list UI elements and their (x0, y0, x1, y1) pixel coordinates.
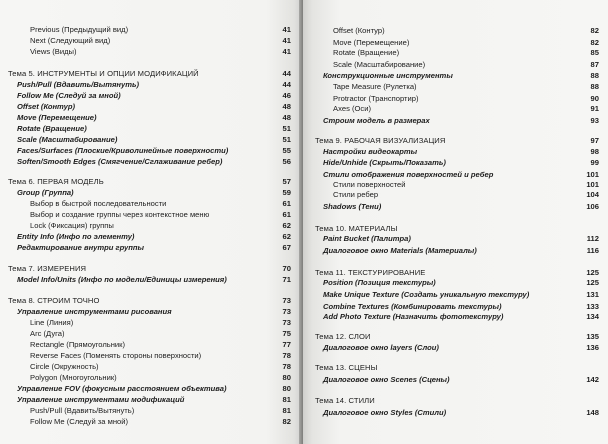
toc-sub-entry (333, 94, 599, 104)
toc-page-number: 91 (590, 104, 599, 113)
toc-main-entry (17, 102, 291, 112)
toc-page-number: 80 (282, 384, 291, 393)
toc-sub-entry (30, 373, 291, 383)
toc-page-number: 61 (282, 199, 291, 208)
toc-entry-title: Reverse Faces (Поменять стороны поверхности) (30, 351, 202, 360)
toc-main-entry (17, 146, 291, 156)
toc-page-number: 44 (282, 80, 291, 89)
toc-page-number: 51 (282, 135, 291, 144)
toc-sub-entry (333, 82, 599, 92)
toc-main-entry (323, 408, 599, 418)
toc-entry-title: Тема 13. СЦЕНЫ (315, 363, 378, 372)
toc-sub-entry (333, 26, 599, 36)
toc-main-entry (17, 384, 291, 394)
toc-entry-title: Управление инструментами рисования (17, 307, 172, 316)
toc-page-number: 78 (282, 351, 291, 360)
toc-sub-entry (30, 47, 291, 57)
toc-entry-title: Move (Перемещение) (17, 113, 97, 122)
toc-topic-entry (8, 177, 291, 187)
toc-entry-title: Next (Следующий вид) (30, 36, 111, 45)
toc-entry-title: Add Photo Texture (Назначить фототекстуру) (323, 312, 504, 321)
toc-page-number: 90 (590, 94, 599, 103)
toc-page-number: 67 (282, 243, 291, 252)
toc-page-number: 78 (282, 362, 291, 371)
toc-main-entry (323, 71, 599, 81)
toc-page-number: 85 (590, 48, 599, 57)
toc-entry-title: Rectangle (Прямоугольник) (30, 340, 126, 349)
toc-sub-entry (30, 36, 291, 46)
toc-main-entry (17, 124, 291, 134)
toc-main-entry (17, 307, 291, 317)
toc-entry-title: Circle (Окружность) (30, 362, 99, 371)
toc-entry-title: Стили отображения поверхностей и ребер (323, 170, 494, 179)
toc-page-number: 135 (586, 332, 599, 341)
toc-entry-title: Тема 8. СТРОИМ ТОЧНО (8, 296, 100, 305)
toc-main-entry (17, 91, 291, 101)
toc-entry-title: Line (Линия) (30, 318, 74, 327)
toc-sub-entry (30, 25, 291, 35)
toc-sub-entry (333, 104, 599, 114)
toc-entry-title: Shadows (Тени) (323, 202, 382, 211)
toc-sub-entry (30, 406, 291, 416)
toc-page-number: 148 (586, 408, 599, 417)
toc-page-number: 97 (590, 136, 599, 145)
toc-page-number: 59 (282, 188, 291, 197)
toc-main-entry (17, 135, 291, 145)
toc-entry-title: Стили поверхностей (333, 180, 406, 189)
toc-page-number: 116 (586, 246, 599, 255)
toc-page-number: 106 (586, 202, 599, 211)
toc-entry-title: Выбор и создание группы через контекстное меню (30, 210, 210, 219)
toc-page-number: 131 (586, 290, 599, 299)
toc-entry-title: Previous (Предыдущий вид) (30, 25, 129, 34)
toc-page-number: 80 (282, 373, 291, 382)
toc-entry-title: Scale (Масштабирование) (333, 60, 426, 69)
toc-page-number: 62 (282, 221, 291, 230)
toc-main-entry (17, 243, 291, 253)
toc-main-entry (323, 290, 599, 300)
toc-sub-entry (30, 417, 291, 427)
toc-entry-title: Model Info/Units (Инфо по модели/Единицы измерения) (17, 275, 227, 284)
toc-main-entry (323, 170, 599, 180)
toc-entry-title: Scale (Масштабирование) (17, 135, 118, 144)
toc-page-number: 99 (590, 158, 599, 167)
toc-page-number: 71 (282, 275, 291, 284)
toc-entry-title: Faces/Surfaces (Плоские/Криволинейные поверхности) (17, 146, 229, 155)
toc-entry-title: Soften/Smooth Edges (Смягчение/Сглаживание ребер) (17, 157, 223, 166)
toc-page-number: 88 (590, 71, 599, 80)
toc-entry-title: Follow Me (Следуй за мной) (30, 417, 129, 426)
toc-page-number: 136 (586, 343, 599, 352)
toc-main-entry (323, 147, 599, 157)
toc-entry-title: Управление инструментами модификаций (17, 395, 185, 404)
toc-sub-entry (30, 329, 291, 339)
toc-entry-title: Group (Группа) (17, 188, 74, 197)
toc-sub-entry (30, 199, 291, 209)
toc-entry-title: Paint Bucket (Палитра) (323, 234, 411, 243)
toc-page-number: 82 (282, 417, 291, 426)
toc-page-number: 48 (282, 113, 291, 122)
toc-main-entry (323, 312, 599, 322)
toc-page-number: 57 (282, 177, 291, 186)
toc-main-entry (323, 278, 599, 288)
toc-page-number: 82 (590, 26, 599, 35)
toc-entry-title: Тема 11. ТЕКСТУРИРОВАНИЕ (315, 268, 426, 277)
toc-topic-entry (8, 69, 291, 79)
toc-page-number: 70 (282, 264, 291, 273)
toc-entry-title: Тема 14. СТИЛИ (315, 396, 375, 405)
toc-page-number: 125 (586, 278, 599, 287)
toc-page-number: 125 (586, 268, 599, 277)
toc-page-number: 134 (586, 312, 599, 321)
toc-page-number: 133 (586, 302, 599, 311)
toc-entry-title: Тема 6. ПЕРВАЯ МОДЕЛЬ (8, 177, 104, 186)
toc-entry-title: Protractor (Транспортир) (333, 94, 419, 103)
toc-page-number: 61 (282, 210, 291, 219)
right-page (303, 0, 608, 444)
toc-sub-entry (30, 340, 291, 350)
toc-entry-title: Offset (Контур) (333, 26, 385, 35)
toc-entry-title: Views (Виды) (30, 47, 77, 56)
toc-page-number: 88 (590, 82, 599, 91)
toc-sub-entry (30, 362, 291, 372)
left-page (0, 0, 303, 444)
toc-entry-title: Combine Textures (Комбинировать текстуры) (323, 302, 502, 311)
toc-entry-title: Arc (Дуга) (30, 329, 65, 338)
toc-sub-entry (333, 38, 599, 48)
toc-page-number: 55 (282, 146, 291, 155)
toc-main-entry (17, 395, 291, 405)
toc-topic-entry (8, 264, 291, 274)
toc-topic-entry (315, 363, 599, 373)
toc-page-number: 81 (282, 395, 291, 404)
toc-main-entry (17, 232, 291, 242)
toc-main-entry (323, 158, 599, 168)
toc-entry-title: Конструкционные инструменты (323, 71, 453, 80)
toc-page-number: 77 (282, 340, 291, 349)
toc-main-entry (17, 80, 291, 90)
toc-entry-title: Строим модель в размерах (323, 116, 430, 125)
toc-entry-title: Tape Measure (Рулетка) (333, 82, 417, 91)
toc-main-entry (323, 343, 599, 353)
toc-main-entry (323, 234, 599, 244)
toc-entry-title: Настройки видеокарты (323, 147, 418, 156)
toc-main-entry (17, 113, 291, 123)
toc-topic-entry (8, 296, 291, 306)
toc-sub-entry (333, 60, 599, 70)
toc-topic-entry (315, 396, 599, 406)
toc-topic-entry (315, 332, 599, 342)
toc-page-number: 62 (282, 232, 291, 241)
toc-entry-title: Position (Позиция текстуры) (323, 278, 436, 287)
toc-entry-title: Rotate (Вращение) (333, 48, 400, 57)
toc-entry-title: Follow Me (Следуй за мной) (17, 91, 121, 100)
toc-page-number: 51 (282, 124, 291, 133)
toc-entry-title: Тема 12. СЛОИ (315, 332, 371, 341)
toc-page-number: 82 (590, 38, 599, 47)
toc-page-number: 56 (282, 157, 291, 166)
toc-sub-entry (333, 180, 599, 190)
toc-main-entry (17, 188, 291, 198)
toc-page-number: 104 (586, 190, 599, 199)
toc-entry-title: Тема 7. ИЗМЕРЕНИЯ (8, 264, 87, 273)
toc-entry-title: Диалоговое окно Scenes (Сцены) (323, 375, 450, 384)
toc-topic-entry (315, 136, 599, 146)
toc-page-number: 73 (282, 318, 291, 327)
toc-page-number: 73 (282, 296, 291, 305)
toc-main-entry (17, 157, 291, 167)
toc-entry-title: Редактирование внутри группы (17, 243, 144, 252)
toc-page-number: 101 (586, 180, 599, 189)
toc-entry-title: Управление FOV (фокусным расстоянием объектива) (17, 384, 227, 393)
toc-entry-title: Entity Info (Инфо по элементу) (17, 232, 135, 241)
toc-main-entry (323, 202, 599, 212)
toc-entry-title: Lock (Фиксация) группы (30, 221, 114, 230)
toc-entry-title: Стили ребер (333, 190, 379, 199)
toc-topic-entry (315, 268, 599, 278)
toc-page-number: 44 (282, 69, 291, 78)
toc-entry-title: Тема 9. РАБОЧАЯ ВИЗУАЛИЗАЦИЯ (315, 136, 446, 145)
toc-main-entry (323, 116, 599, 126)
toc-entry-title: Polygon (Многоугольник) (30, 373, 117, 382)
toc-entry-title: Диалоговое окно Materials (Материалы) (323, 246, 477, 255)
toc-entry-title: Тема 5. ИНСТРУМЕНТЫ И ОПЦИИ МОДИФИКАЦИЙ (8, 69, 199, 78)
toc-entry-title: Rotate (Вращение) (17, 124, 87, 133)
toc-sub-entry (333, 48, 599, 58)
toc-page-number: 73 (282, 307, 291, 316)
toc-entry-title: Offset (Контур) (17, 102, 75, 111)
toc-sub-entry (30, 210, 291, 220)
toc-entry-title: Push/Pull (Вдавить/Вытянуть) (30, 406, 135, 415)
toc-page-number: 101 (586, 170, 599, 179)
toc-page-number: 142 (586, 375, 599, 384)
toc-entry-title: Тема 10. МАТЕРИАЛЫ (315, 224, 398, 233)
toc-main-entry (323, 246, 599, 256)
toc-page-number: 41 (282, 47, 291, 56)
toc-page-number: 75 (282, 329, 291, 338)
toc-main-entry (17, 275, 291, 285)
toc-entry-title: Push/Pull (Вдавить/Вытянуть) (17, 80, 140, 89)
toc-entry-title: Move (Перемещение) (333, 38, 410, 47)
toc-page-number: 98 (590, 147, 599, 156)
toc-entry-title: Axes (Оси) (333, 104, 371, 113)
toc-page-number: 48 (282, 102, 291, 111)
toc-sub-entry (30, 318, 291, 328)
toc-entry-title: Диалоговое окно Styles (Стили) (323, 408, 447, 417)
toc-page-number: 46 (282, 91, 291, 100)
toc-entry-title: Hide/Unhide (Скрыть/Показать) (323, 158, 446, 167)
toc-sub-entry (30, 351, 291, 361)
toc-sub-entry (30, 221, 291, 231)
toc-sub-entry (333, 190, 599, 200)
toc-entry-title: Make Unique Texture (Создать уникальную текстуру) (323, 290, 530, 299)
toc-entry-title: Диалоговое окно layers (Слои) (323, 343, 439, 352)
toc-page-number: 112 (586, 234, 599, 243)
toc-page-number: 93 (590, 116, 599, 125)
toc-topic-entry (315, 224, 599, 234)
toc-main-entry (323, 302, 599, 312)
toc-page-number: 41 (282, 36, 291, 45)
toc-page-number: 87 (590, 60, 599, 69)
toc-page-number: 81 (282, 406, 291, 415)
toc-page-number: 41 (282, 25, 291, 34)
toc-main-entry (323, 375, 599, 385)
toc-entry-title: Выбор в быстрой последовательности (30, 199, 167, 208)
